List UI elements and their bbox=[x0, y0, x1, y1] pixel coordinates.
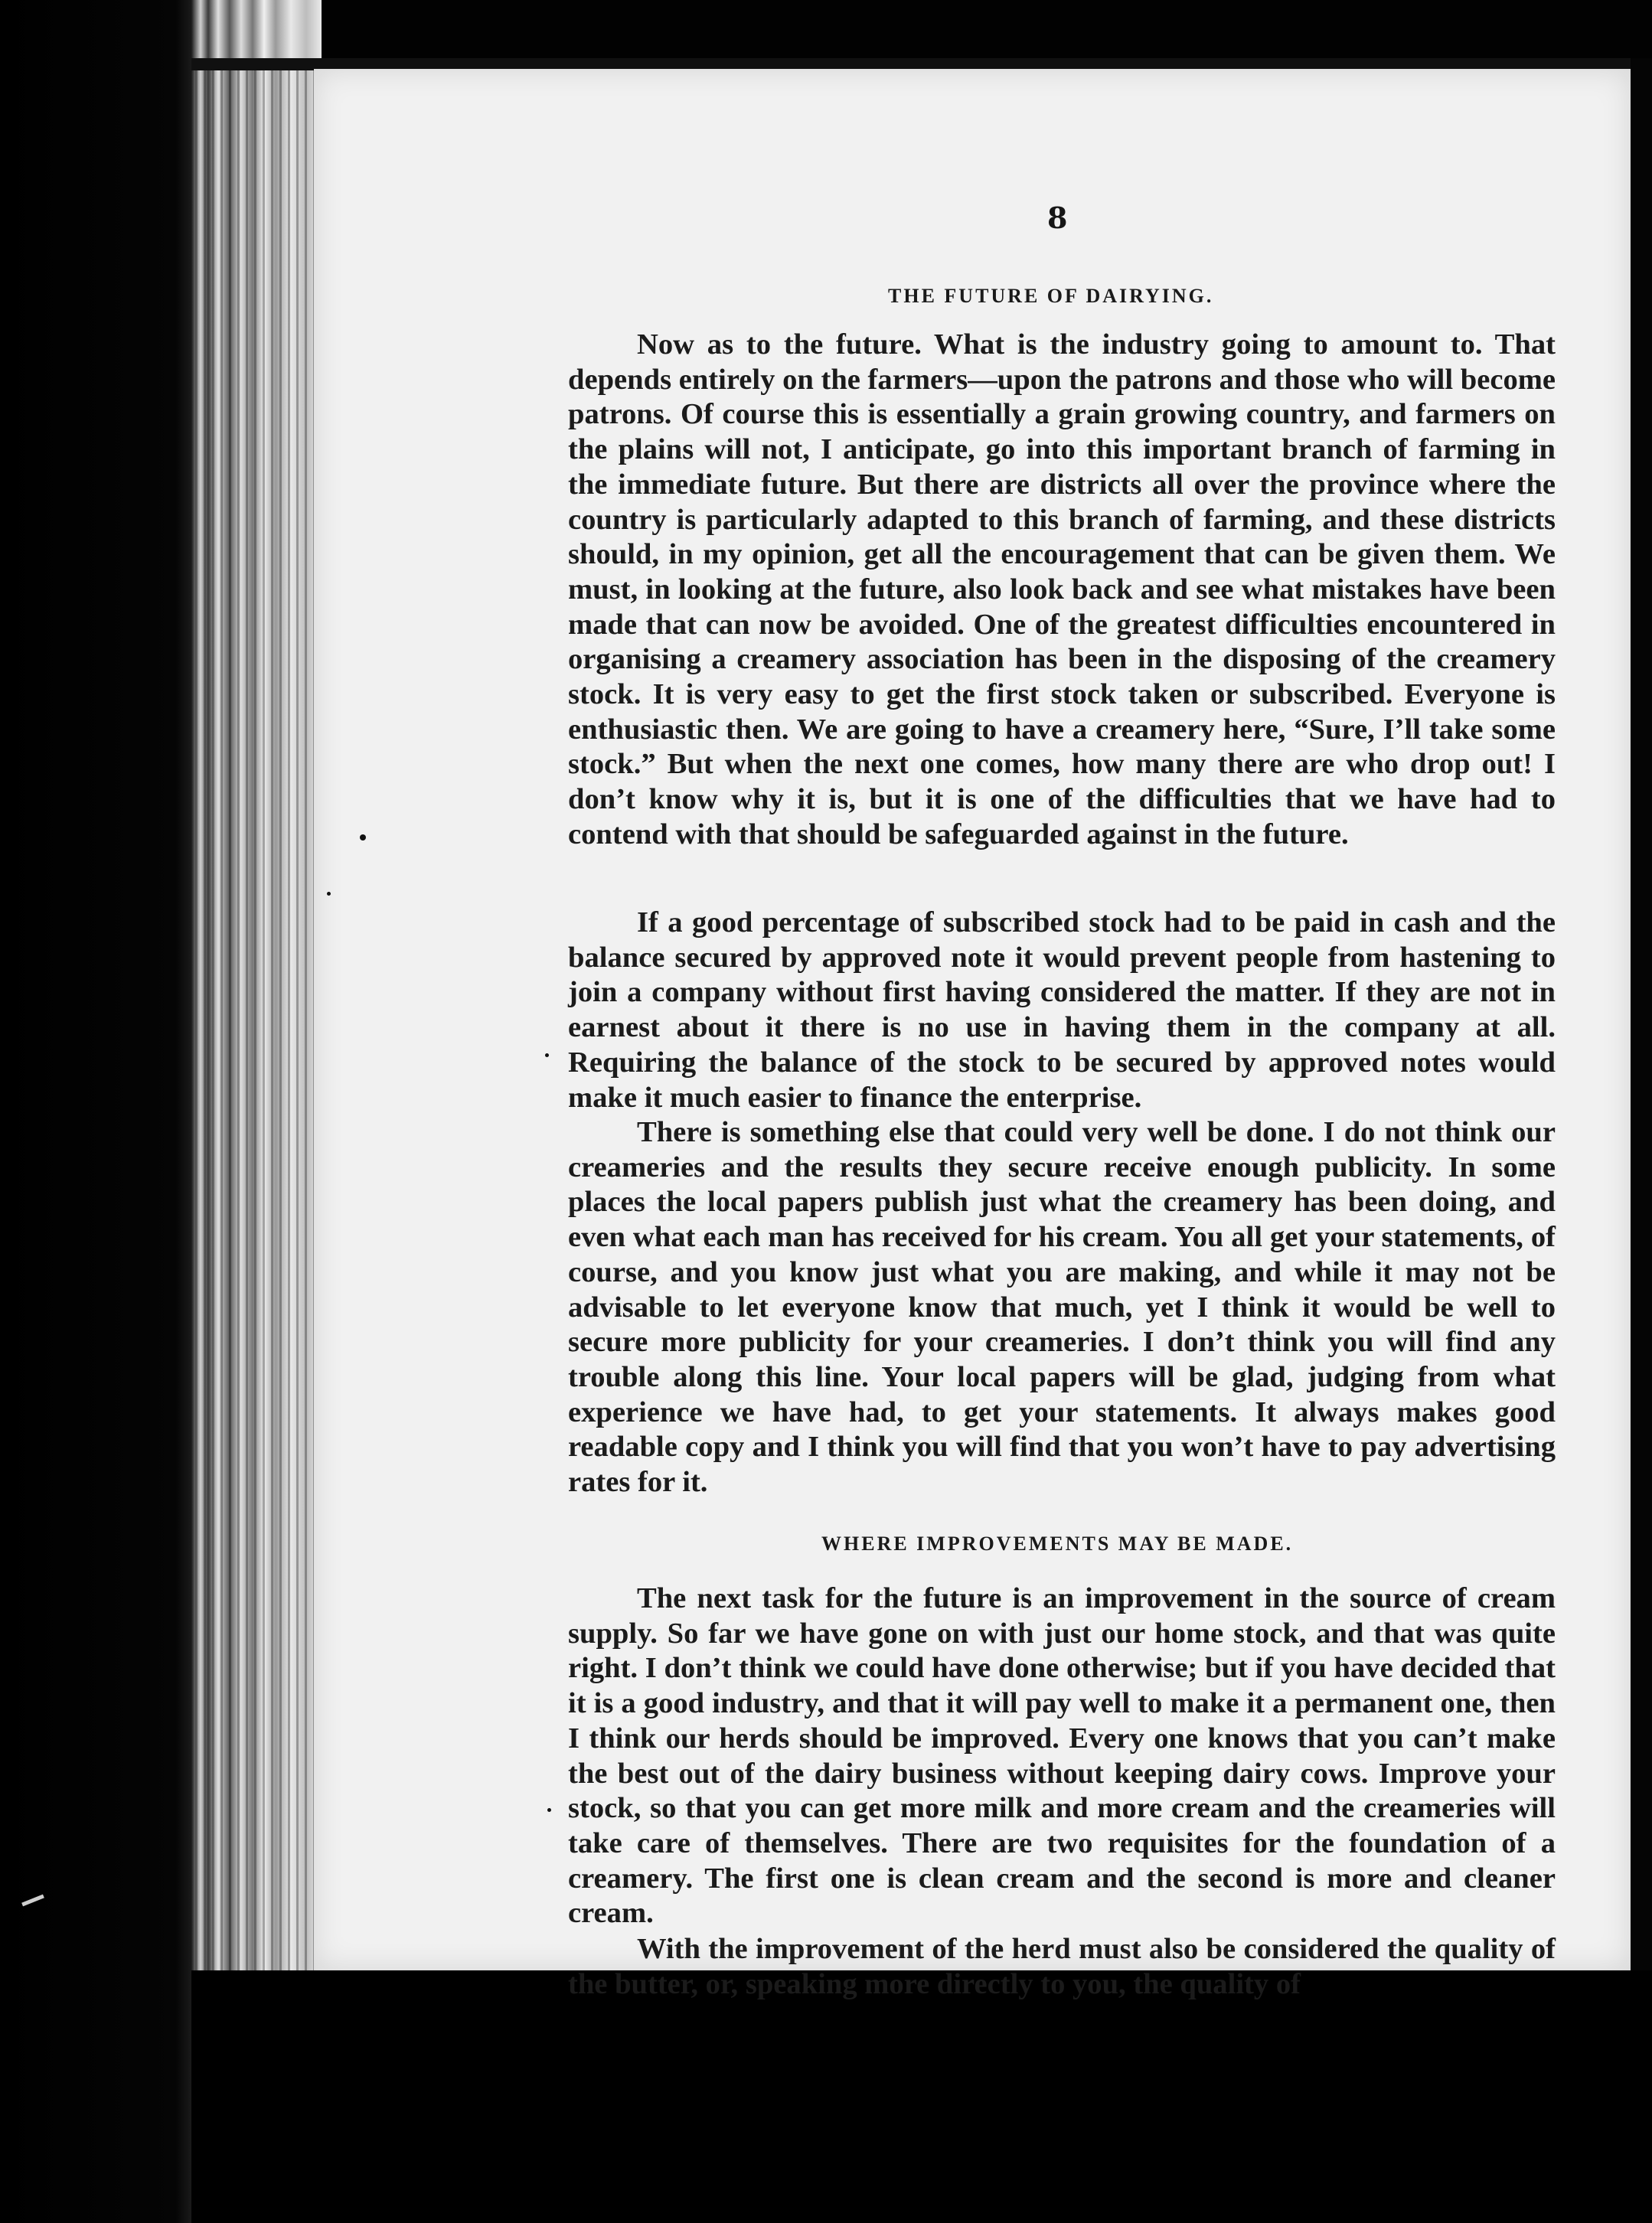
dust-speck bbox=[545, 1053, 549, 1057]
paragraph: Now as to the future. What is the industry going to amount to. That depends entirely on the farmers—upon the patrons and those who will become patrons. Of course this is essentially a grain growing country, and farmers on the plains will not, I anticipate, go into this important branch of farming in the immediate future. But there are districts all over the province where the country is particularly adapted to this branch of farming, and these districts should, in my opinion, get all the encouragement that can be given them. We must, in looking at the future, also look back and see what mistakes have been made that can now be avoided. One of the greatest difficulties encountered in organising a creamery association has been in the disposing of the creamery stock. It is very easy to get the first stock taken or subscribed. Everyone is enthusiastic then. We are going to have a creamery here, “Sure, I’ll take some stock.” But when the next one comes, how many there are who drop out! I don’t know why it is, but it is one of the difficulties that we have had to contend with that should be safeguarded against in the future. bbox=[568, 328, 1556, 850]
paragraph: With the improvement of the herd must also be considered the quality of the butter, or, speaking more directly to you, the quality of bbox=[568, 1933, 1556, 2000]
paragraph: If a good percentage of subscribed stock had to be paid in cash and the balance secured by approved note it would prevent people from hastening to join a company without first having considered the matter. If they are not in earnest about it there is no use in having them in the company at all. Requiring the balance of the stock to be secured by approved notes would make it much easier to finance the enterprise. bbox=[568, 906, 1556, 1114]
dust-speck bbox=[327, 892, 331, 896]
dust-speck bbox=[360, 834, 366, 841]
page-edges bbox=[195, 61, 325, 1975]
page-number: 8 bbox=[1047, 201, 1068, 235]
dust-speck bbox=[547, 1808, 551, 1812]
section-heading-improvements: WHERE IMPROVEMENTS MAY BE MADE. bbox=[821, 1533, 1294, 1555]
paragraph: There is something else that could very well be done. I do not think our creameries and the results they secure receive enough publicity. In some places the local papers publish just what the creamery has been doing, and even what each man has received for his cream. You all get your statements, of course, and you know just what you are making, and while it may not be advisable to let everyone know that much, yet I think it would be well to secure more publicity for your creameries. I don’t think you will find any trouble along this line. Your local papers will be glad, judging from what experience we have had, to get your statements. It always makes good readable copy and I think you will find that you won’t have to pay advertising rates for it. bbox=[568, 1116, 1556, 1499]
paragraph: The next task for the future is an improvement in the source of cream supply. So far we have gone on with just our home stock, and that was quite right. I don’t think we could have done otherwise; but if you have decided that it is a good industry, and that it will pay well to make it a permanent one, then I think our herds should be improved. Every one knows that you can’t make the best out of the dairy business without keeping dairy cows. Improve your stock, so that you can get more milk and more cream and the creameries will take care of themselves. There are two requisites for the foundation of a creamery. The first one is clean cream and the second is more and cleaner cream. bbox=[568, 1582, 1556, 1930]
scanner-bottom-edge bbox=[191, 1970, 1652, 2223]
scanner-right-edge bbox=[1631, 58, 1652, 1972]
section-heading-future: THE FUTURE OF DAIRYING. bbox=[888, 285, 1214, 307]
